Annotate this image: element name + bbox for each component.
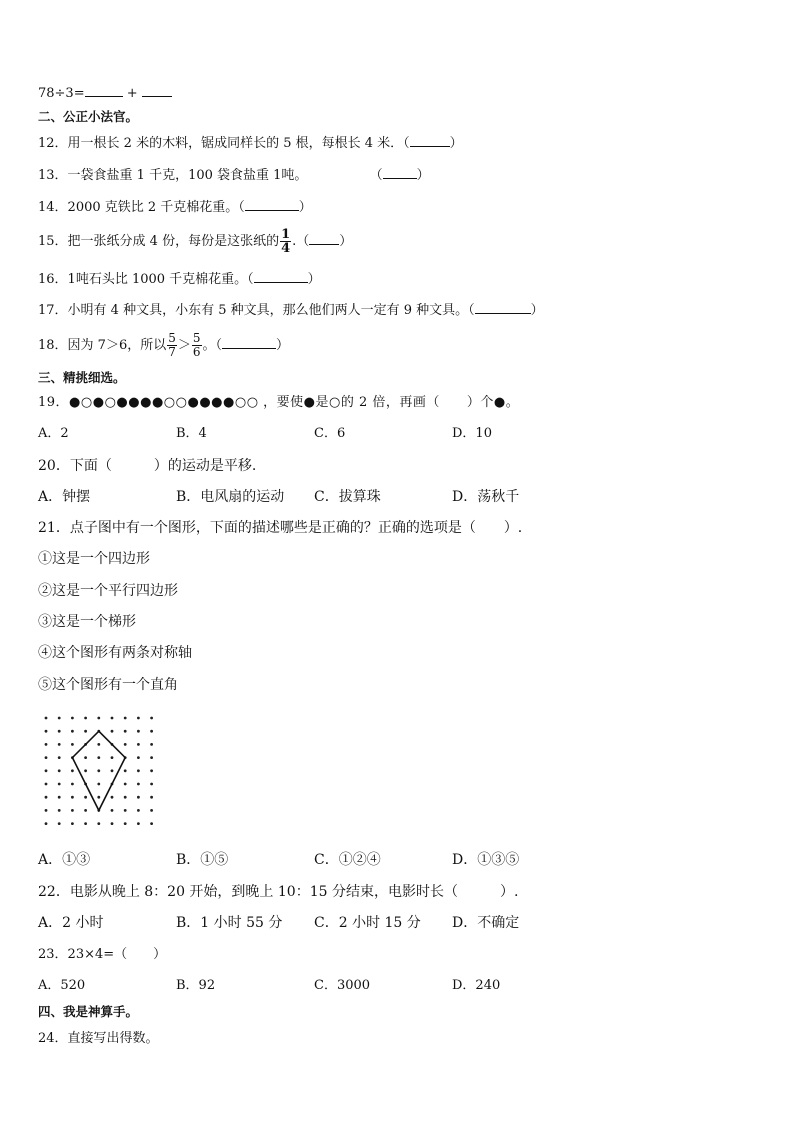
grid-dot [150,756,153,759]
section-heading-4: 四、我是神算手。 [38,1004,139,1019]
paren-close: ） [298,200,312,215]
question-text: 12．用一根长 2 米的木料，锯成同样长的 5 根，每根长 4 米．（ [38,136,410,151]
grid-dot [58,717,61,720]
grid-dot [45,769,48,772]
grid-dot [58,769,61,772]
statement-1: ①这是一个四边形 [38,551,150,567]
grid-dot [124,730,127,733]
grid-dot [111,717,114,720]
paren-close: ） [307,272,321,287]
grid-dot [150,717,153,720]
grid-dot [45,756,48,759]
answer-blank[interactable] [222,336,276,349]
answer-blank[interactable] [410,134,450,147]
question-22: 22．电影从晚上 8：20 开始，到晚上 10：15 分结束，电影时长（ ）. [38,884,519,900]
answer-blank[interactable] [383,166,417,179]
question-text: 13．一袋食盐重 1 千克，100 袋食盐重 1吨。 [38,168,308,183]
grid-dot [71,796,74,799]
grid-dot [84,796,87,799]
plus-sign: + [126,86,138,101]
option-d[interactable]: D．10 [452,426,492,441]
grid-dot [124,822,127,825]
statement-3: ③这是一个梯形 [38,614,136,630]
answer-blank[interactable] [475,301,531,314]
grid-dot [137,783,140,786]
grid-dot [58,796,61,799]
grid-dot [111,796,114,799]
grid-dot [58,756,61,759]
option-a[interactable]: A．钟摆 [38,489,91,505]
grid-dot [58,809,61,812]
grid-dot [45,717,48,720]
grid-dot [137,730,140,733]
question-text-after: 。（ [202,338,223,353]
grid-dot [150,730,153,733]
paren-close: ） [276,338,290,353]
grid-dot [124,717,127,720]
grid-dot [111,769,114,772]
answer-blank[interactable] [245,198,299,211]
grid-dot [71,743,74,746]
question-16 [38,270,321,289]
grid-dot [84,730,87,733]
option-c[interactable]: C．3000 [314,978,371,993]
question-20: 20．下面（ ）的运动是平移. [38,458,257,474]
option-a[interactable]: A．520 [38,978,86,993]
option-c[interactable]: C．①②④ [314,852,381,868]
fraction-one-quarter: $\frac{1}{4}$ [281,227,291,256]
question-24: 24．直接写出得数。 [38,1031,159,1046]
question-text: 17．小明有 4 种文具，小东有 5 种文具，那么他们两人一定有 9 种文具。（ [38,303,475,318]
question-23: 23．23×4=（ ） [38,947,167,962]
grid-dot [84,769,87,772]
option-a[interactable]: A．①③ [38,852,91,868]
grid-dot [137,756,140,759]
grid-dot [124,769,127,772]
option-a[interactable]: A．2 [38,426,69,441]
grid-dot [124,743,127,746]
paren-close: ） [449,136,463,151]
grid-dot [84,756,87,759]
option-b[interactable]: B．1 小时 55 分 [176,915,283,931]
grid-dot [97,743,100,746]
grid-dot [58,743,61,746]
paren-open: （ [369,168,383,183]
grid-dot [71,730,74,733]
grid-dot [84,822,87,825]
option-d[interactable]: D．不确定 [452,915,520,931]
grid-dot [45,809,48,812]
grid-dot [45,796,48,799]
option-a[interactable]: A．2 小时 [38,915,104,931]
grid-dot [111,730,114,733]
question-text-after: .（ [292,234,310,249]
grid-dot [84,717,87,720]
option-b[interactable]: B．92 [176,978,216,993]
grid-dot [58,783,61,786]
grid-dot [45,743,48,746]
option-c[interactable]: C．2 小时 15 分 [314,915,421,931]
grid-dot [58,822,61,825]
grid-dot [137,743,140,746]
grid-dot [150,743,153,746]
grid-dot [137,769,140,772]
grid-dot [97,822,100,825]
grid-dot [71,822,74,825]
grid-dot [150,783,153,786]
dot-grid-kite-figure [40,712,156,834]
question-17 [38,301,544,320]
option-d[interactable]: D．①③⑤ [452,852,520,868]
grid-dot [150,796,153,799]
question-15 [38,228,352,255]
question-14 [38,198,312,217]
grid-dot [71,809,74,812]
grid-dot [58,730,61,733]
statement-5: ⑤这个图形有一个直角 [38,677,178,693]
grid-dot [97,717,100,720]
question-21: 21．点子图中有一个图形，下面的描述哪些是正确的？正确的选项是（ ）. [38,520,523,536]
grid-dot [124,783,127,786]
option-b[interactable]: B．4 [176,426,207,441]
paren-close: ） [530,303,544,318]
grid-dot [84,809,87,812]
answer-blank[interactable] [254,270,308,283]
grid-dot [97,769,100,772]
option-c[interactable]: C．6 [314,426,346,441]
grid-dot [97,796,100,799]
question-13 [38,166,430,185]
fraction-5-6: $\frac{5}{6}$ [192,331,201,359]
answer-blank[interactable] [85,84,123,97]
option-d[interactable]: D．240 [452,978,501,993]
answer-blank[interactable] [309,232,339,245]
grid-dot [71,769,74,772]
grid-dot [137,822,140,825]
paren-close: ） [416,168,430,183]
question-text: 16．1吨石头比 1000 千克棉花重。（ [38,272,254,287]
question-text: 15．把一张纸分成 4 份，每份是这张纸的 [38,234,280,249]
statement-2: ②这是一个平行四边形 [38,583,178,599]
grid-dot [124,796,127,799]
option-b[interactable]: B．电风扇的运动 [176,489,285,505]
question-text: 14．2000 克铁比 2 千克棉花重。（ [38,200,245,215]
q11-expression: 78÷3= [38,86,85,101]
grid-dot [97,783,100,786]
option-b[interactable]: B．①⑤ [176,852,229,868]
grid-dot [111,822,114,825]
statement-4: ④这个图形有两条对称轴 [38,645,192,661]
question-text: 18．因为 7＞6，所以 [38,338,167,353]
grid-dot [137,717,140,720]
answer-blank[interactable] [142,84,172,97]
grid-dot [150,822,153,825]
grid-dot [45,783,48,786]
grid-dot [71,783,74,786]
option-c[interactable]: C．拔算珠 [314,489,381,505]
paren-close: ） [339,234,353,249]
question-18 [38,330,289,362]
grid-dot [137,796,140,799]
option-d[interactable]: D．荡秋千 [452,489,520,505]
question-19: 19．●○●○●●●●○○●●●●○○ ，要使●是○的 2 倍，再画（ ）个●。 [38,395,520,410]
greater-than-sign: ＞ [177,338,191,353]
grid-dot [97,756,100,759]
q11-continuation [38,84,172,103]
fraction-5-7: $\frac{5}{7}$ [168,331,176,359]
grid-dot [137,809,140,812]
grid-dot [45,822,48,825]
grid-dot [45,730,48,733]
grid-dot [111,809,114,812]
section-heading-2: 二、公正小法官。 [38,109,139,124]
section-heading-3: 三、精挑细选。 [38,370,126,385]
grid-dot [111,756,114,759]
grid-dot [124,809,127,812]
grid-dot [150,769,153,772]
question-12 [38,134,463,153]
grid-dot [71,717,74,720]
grid-dot [150,809,153,812]
